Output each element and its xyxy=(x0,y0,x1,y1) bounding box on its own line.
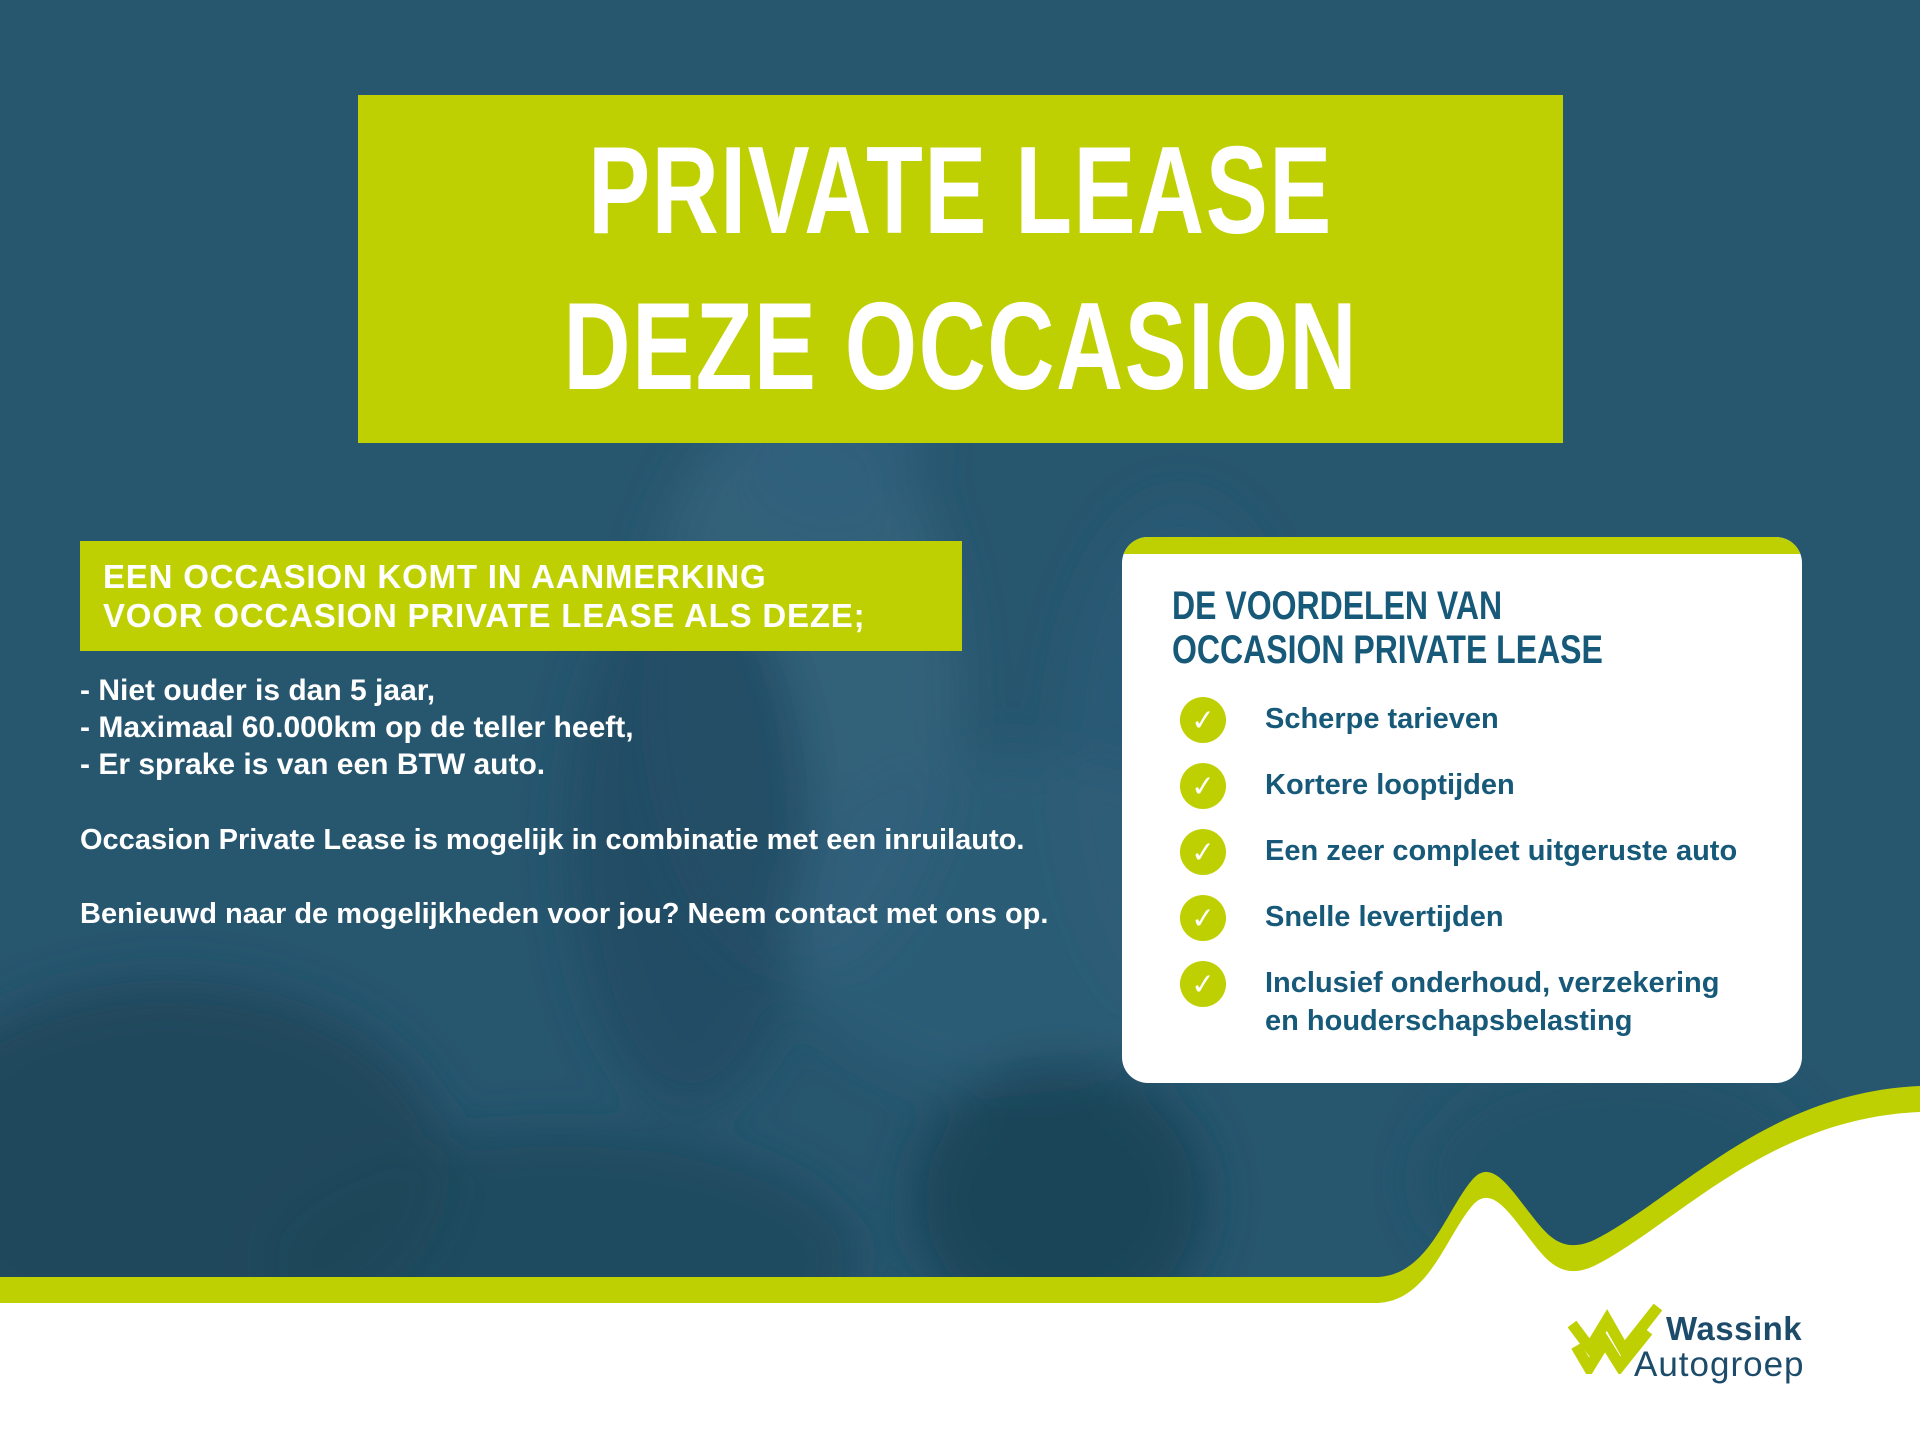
check-icon: ✓ xyxy=(1180,697,1226,743)
benefits-card xyxy=(1122,537,1802,1083)
hero-banner xyxy=(358,95,1563,443)
benefit-item xyxy=(1180,697,1760,743)
logo-name: Wassink xyxy=(1666,1310,1803,1347)
bullet-item: - Er sprake is van een BTW auto. xyxy=(80,748,546,781)
benefits-title xyxy=(1172,584,1676,672)
benefits-title-line2: OCCASION PRIVATE LEASE xyxy=(1172,628,1603,672)
benefit-label: Inclusief onderhoud, verzekering en houderschapsbelasting xyxy=(1265,967,1720,1037)
bullet-item: - Maximaal 60.000km op de teller heeft, xyxy=(80,711,634,744)
check-icon: ✓ xyxy=(1180,763,1226,809)
benefit-list xyxy=(1180,697,1760,1060)
card-top-band xyxy=(1122,537,1802,554)
benefit-item xyxy=(1180,829,1760,875)
wassink-logo xyxy=(1568,1298,1868,1398)
benefit-label: Snelle levertijden xyxy=(1265,901,1504,933)
check-icon: ✓ xyxy=(1180,895,1226,941)
benefit-label: Scherpe tarieven xyxy=(1265,703,1499,735)
check-icon: ✓ xyxy=(1180,961,1226,1007)
benefits-title-line1: DE VOORDELEN VAN xyxy=(1172,584,1503,628)
criteria-bullet-list xyxy=(80,672,634,783)
benefit-label: Een zeer compleet uitgeruste auto xyxy=(1265,835,1738,867)
hero-title-line2: DEZE OCCASION xyxy=(563,278,1358,416)
criteria-banner xyxy=(80,541,962,651)
criteria-banner-line2: VOOR OCCASION PRIVATE LEASE ALS DEZE; xyxy=(103,597,866,634)
bullet-item: - Niet ouder is dan 5 jaar, xyxy=(80,674,436,707)
benefit-label: Kortere looptijden xyxy=(1265,769,1515,801)
contact-paragraph: Benieuwd naar de mogelijkheden voor jou? Neem contact met ons op. xyxy=(80,898,1049,930)
intro-paragraph: Occasion Private Lease is mogelijk in combinatie met een inruilauto. xyxy=(80,824,1025,856)
logo-subname: Autogroep xyxy=(1634,1345,1805,1384)
benefit-item xyxy=(1180,763,1760,809)
hero-title-line1: PRIVATE LEASE xyxy=(588,122,1333,260)
benefit-item xyxy=(1180,961,1760,1040)
check-icon: ✓ xyxy=(1180,829,1226,875)
criteria-banner-line1: EEN OCCASION KOMT IN AANMERKING xyxy=(103,558,767,595)
benefit-item xyxy=(1180,895,1760,941)
